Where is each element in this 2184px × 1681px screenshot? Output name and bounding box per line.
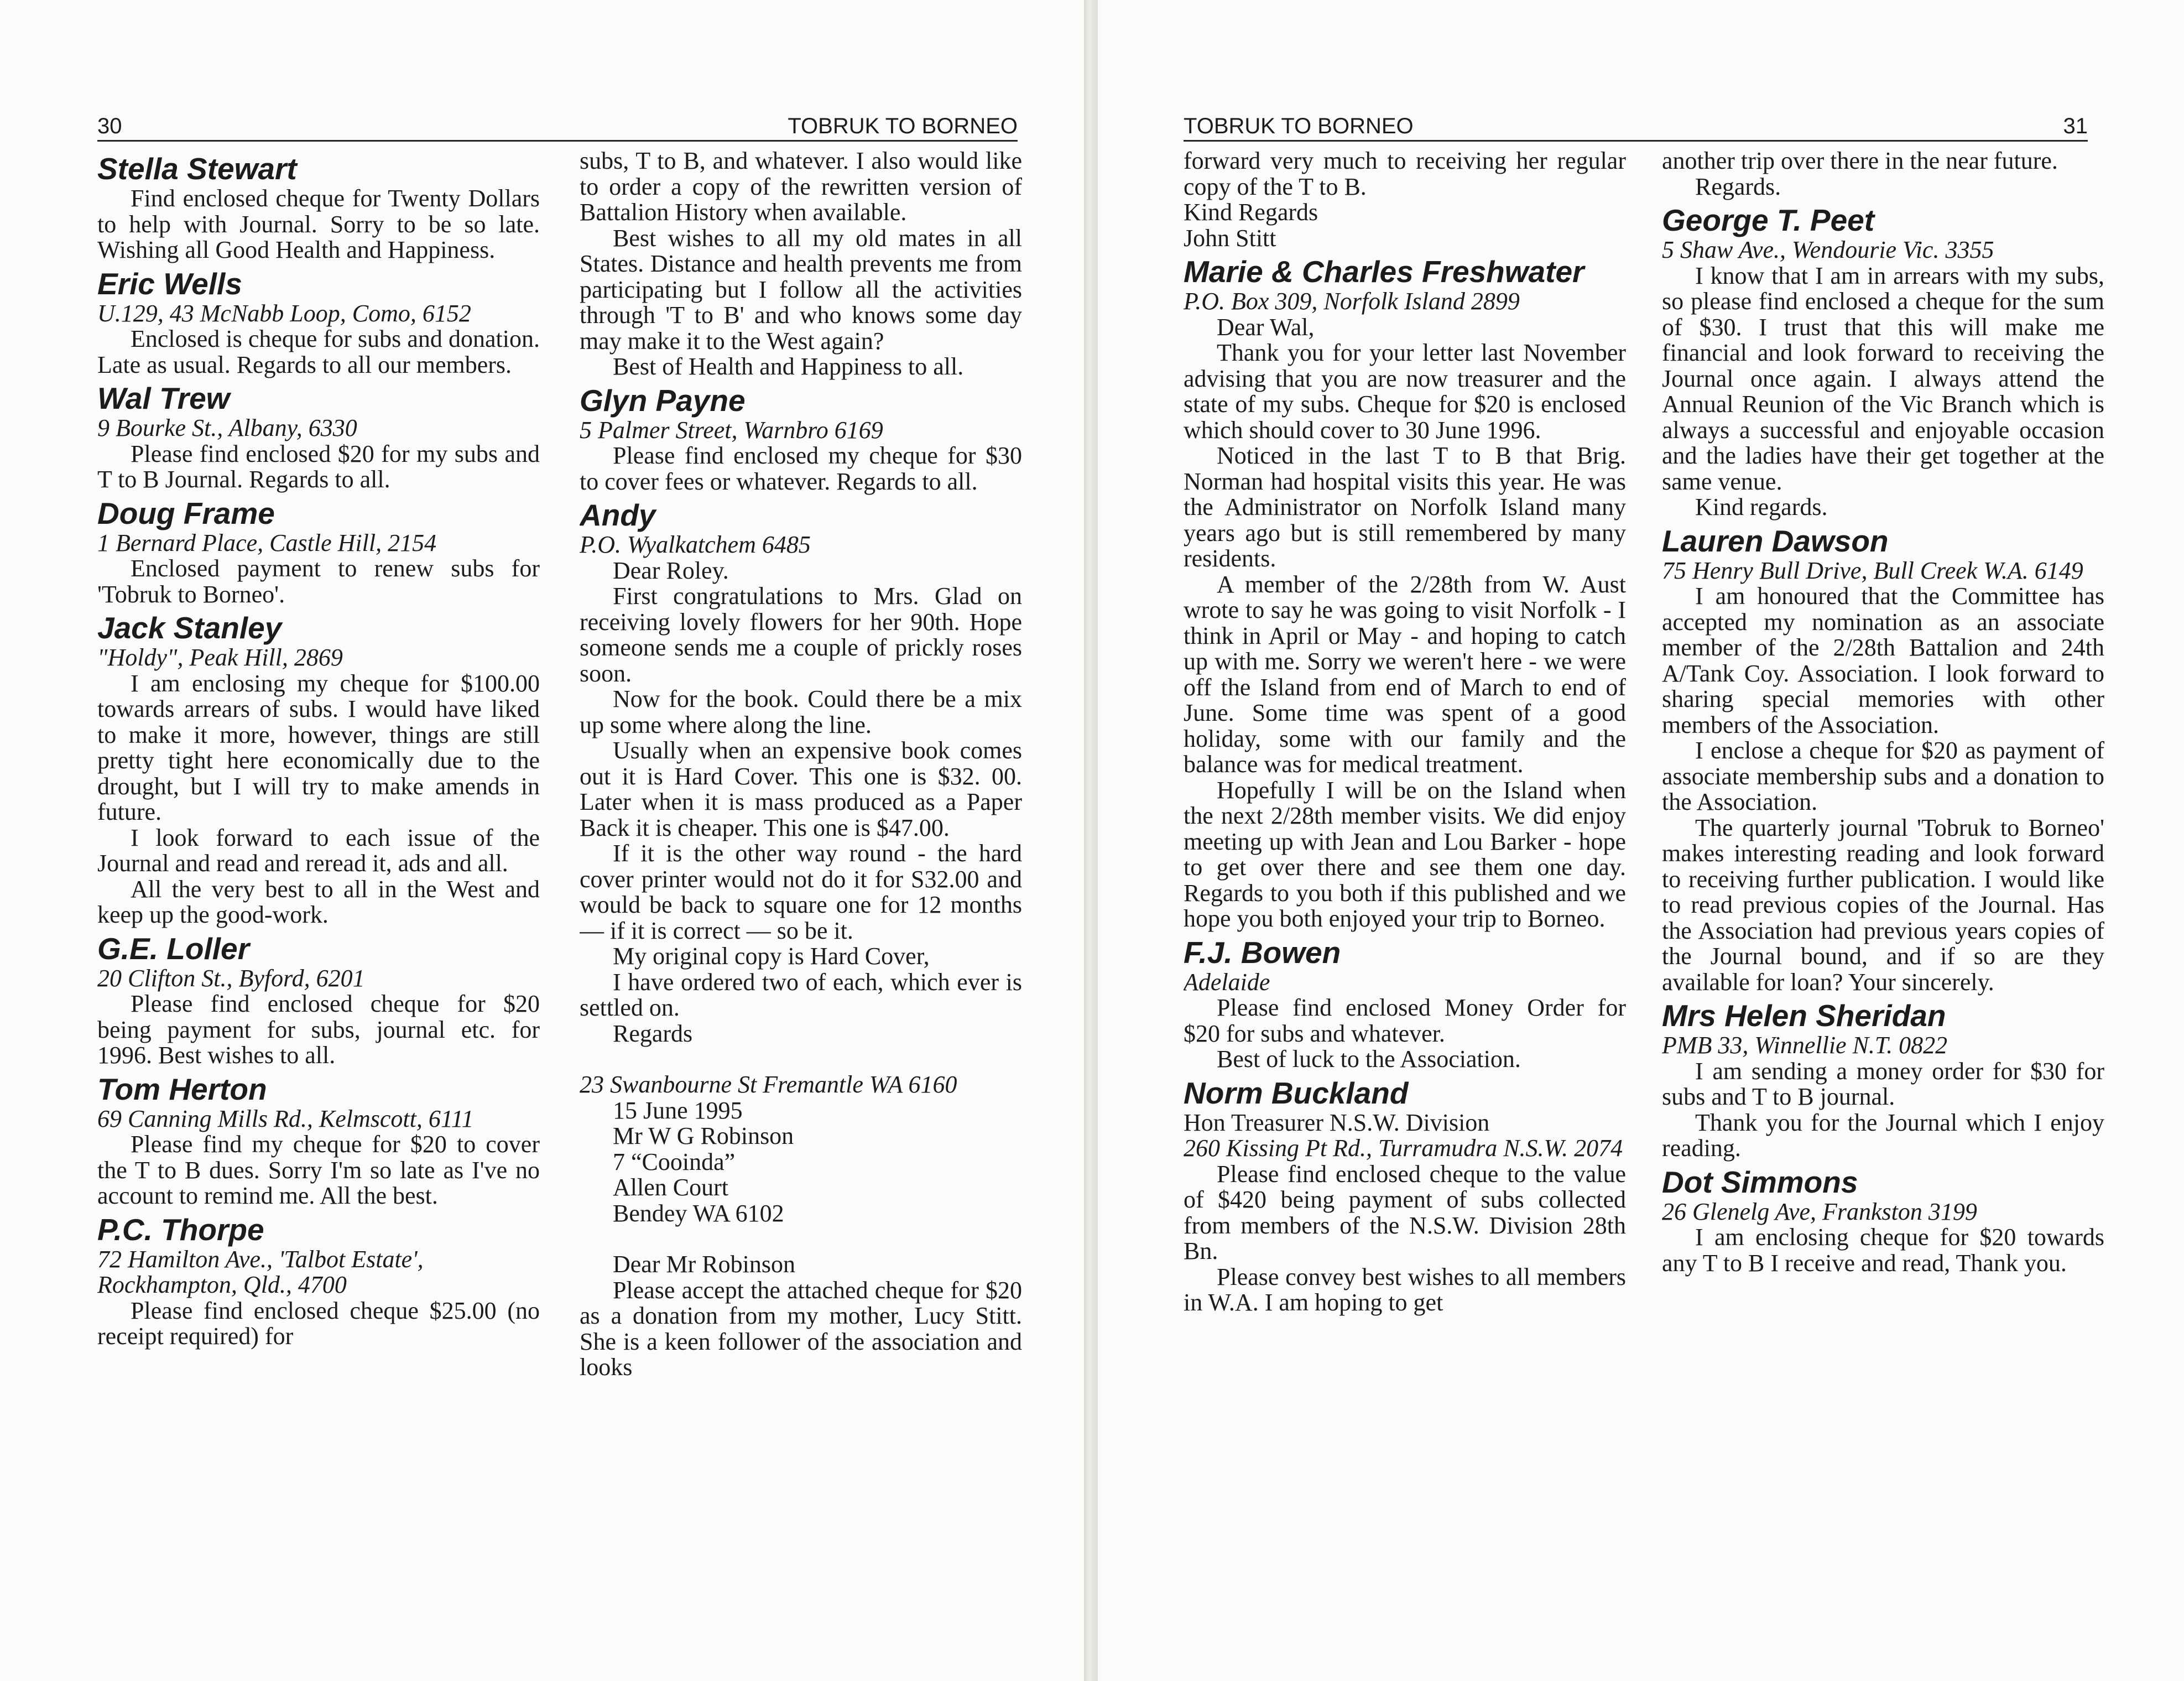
correspondent-address: 9 Bourke St., Albany, 6330: [97, 414, 357, 441]
correspondent-name: G.E. Loller: [97, 931, 250, 966]
letter-header-line: Bendey WA 6102: [613, 1199, 784, 1227]
correspondent-name: P.C. Thorpe: [97, 1212, 264, 1247]
left-page-header: [97, 112, 1018, 142]
letter-paragraph: Now for the book. Could there be a mix up some where along the line.: [580, 685, 1022, 738]
page-number: 30: [97, 114, 122, 138]
correspondent-address: Adelaide: [1184, 968, 1270, 996]
correspondent-name: Dot Simmons: [1662, 1164, 1858, 1199]
column: [1184, 148, 1626, 1675]
letter-paragraph: Enclosed payment to renew subs for 'Tobruk to Borneo'.: [97, 555, 540, 608]
letter-entry: [1184, 1076, 1626, 1316]
letter-paragraph: I am honoured that the Committee has accepted my nomination as an associate member of the 2/28th Battalion and 24th A/Tank Coy. Association. I look forward to sharing special memories with other members of the Association.: [1662, 582, 2104, 738]
letter-entry: [580, 498, 1022, 1047]
running-head: TOBRUK TO BORNEO: [1184, 114, 1414, 138]
letter-entry: [1184, 254, 1626, 932]
correspondent-address: 20 Clifton St., Byford, 6201: [97, 964, 365, 992]
letter-header-line: Mr W G Robinson: [613, 1122, 794, 1149]
letter-paragraph: All the very best to all in the West and keep up the good-work.: [97, 875, 540, 928]
correspondent-address: 26 Glenelg Ave, Frankston 3199: [1662, 1198, 1977, 1225]
correspondent-name: Glyn Payne: [580, 383, 746, 418]
letter-paragraph: I am enclosing cheque for $20 towards any T to B I receive and read, Thank you.: [1662, 1224, 2104, 1277]
letter-entry: [1662, 524, 2104, 996]
column: [1662, 148, 2104, 1675]
sign-off-line: Kind Regards: [1184, 199, 1318, 226]
letter-paragraph: Please find enclosed Money Order for $20 for subs and whatever.: [1184, 994, 1626, 1047]
letter-header-line: 15 June 1995: [613, 1096, 743, 1124]
letter-paragraph: I have ordered two of each, which ever is settled on.: [580, 968, 1022, 1021]
correspondent-name: Jack Stanley: [97, 611, 282, 645]
letter-paragraph: Please accept the attached cheque for $20 as a donation from my mother, Lucy Stitt. She is a keen follower of the association and looks: [580, 1276, 1022, 1381]
letter-paragraph: Thank you for the Journal which I enjoy reading.: [1662, 1108, 2104, 1162]
column: [97, 148, 540, 1675]
letter-header-line: Allen Court: [613, 1174, 728, 1201]
letter-entry: [1662, 998, 2104, 1162]
correspondent-name: Doug Frame: [97, 496, 275, 530]
letter-paragraph: Please find enclosed cheque for $20 being payment for subs, journal etc. for 1996. Best wishes to all.: [97, 990, 540, 1069]
correspondent-name: Norm Buckland: [1184, 1075, 1409, 1110]
letter-paragraph: A member of the 2/28th from W. Aust wrote to say he was going to visit Norfolk - I think in April or May - and hoping to catch up with me. Sorry we weren't here - we were off the Island from end of March to end of June. Some time was spent of a good holiday, some with our family and the balance was for medical treatment.: [1184, 570, 1626, 778]
correspondent-name: Lauren Dawson: [1662, 523, 1889, 558]
correspondent-address: 5 Palmer Street, Warnbro 6169: [580, 416, 883, 444]
closing: Regards: [613, 1019, 693, 1047]
right-page-header: [1184, 112, 2088, 142]
correspondent-name: Stella Stewart: [97, 152, 297, 186]
letter-paragraph: Hopefully I will be on the Island when the next 2/28th member visits. We did enjoy meeting up with Jean and Lou Barker - hope to get over there and see them one day. Regards to you both if this published and we hope you both enjoyed your trip to Borneo.: [1184, 776, 1626, 932]
letter-entry: [97, 267, 540, 378]
correspondent-address: 69 Canning Mills Rd., Kelmscott, 6111: [97, 1105, 474, 1132]
continued-text: another trip over there in the near future.: [1662, 148, 2058, 174]
letter-paragraph: First congratulations to Mrs. Glad on receiving lovely flowers for her 90th. Hope someone sends me a couple of prickly roses soon.: [580, 582, 1022, 687]
letter-paragraph: The quarterly journal 'Tobruk to Borneo' makes interesting reading and look forward to receiving further publication. I would like to read previous copies of the Journal. Has the Association had previous years copies of the Journal bound, and if so are they available for loan? Your sincerely.: [1662, 814, 2104, 996]
salutation: Dear Mr Robinson: [613, 1251, 795, 1278]
letter-entry: [97, 496, 540, 608]
correspondent-address: "Holdy", Peak Hill, 2869: [97, 644, 343, 671]
letter-entry: [97, 381, 540, 493]
salutation: Dear Wal,: [1217, 313, 1315, 341]
letter-paragraph: Please find enclosed my cheque for $30 to cover fees or whatever. Regards to all.: [580, 442, 1022, 495]
letter-paragraph: Best of Health and Happiness to all.: [613, 353, 964, 380]
correspondent-name: Wal Trew: [97, 381, 230, 415]
letter-paragraph: Best wishes to all my old mates in all States. Distance and health prevents me from participating but I follow all the activities through 'T to B' and who knows some day may make it to the West again?: [580, 224, 1022, 355]
letter-entry: [580, 148, 1022, 380]
correspondent-address: 75 Henry Bull Drive, Bull Creek W.A. 6149: [1662, 556, 2083, 584]
correspondent-address: 1 Bernard Place, Castle Hill, 2154: [97, 529, 437, 556]
continued-text: forward very much to receiving her regular copy of the T to B.: [1184, 148, 1626, 200]
letter-entry: [97, 152, 540, 263]
letter-paragraph: I enclose a cheque for $20 as payment of associate membership subs and a donation to the Association.: [1662, 737, 2104, 815]
page-number: 31: [2063, 114, 2088, 138]
letter-paragraph: Regards.: [1695, 173, 1781, 200]
correspondent-address: P.O. Box 309, Norfolk Island 2899: [1184, 288, 1520, 315]
letter-paragraph: I look forward to each issue of the Journal and read and reread it, ads and all.: [97, 824, 540, 877]
correspondent-name: Tom Herton: [97, 1071, 267, 1106]
correspondent-address: 72 Hamilton Ave., 'Talbot Estate', Rockhampton, Qld., 4700: [97, 1245, 424, 1298]
letter-paragraph: I know that I am in arrears with my subs, so please find enclosed a cheque for the sum of $30. I trust that this will make me financial and look forward to receiving the Journal once again. I always attend the Annual Reunion of the Vic Branch which is always a successful and enjoyable occasion and the ladies have their get together at the same venue.: [1662, 262, 2104, 495]
correspondent-name: F.J. Bowen: [1184, 935, 1341, 970]
correspondent-address: 5 Shaw Ave., Wendourie Vic. 3355: [1662, 236, 1994, 263]
column: [580, 148, 1022, 1675]
correspondent-title: Hon Treasurer N.S.W. Division: [1184, 1108, 1490, 1136]
letter-entry: [1184, 935, 1626, 1073]
letter-paragraph: Please find my cheque for $20 to cover the T to B dues. Sorry I'm so late as I've no account to remind me. All the best.: [97, 1131, 540, 1209]
letter-paragraph: Please find enclosed cheque $25.00 (no receipt required) for: [97, 1297, 540, 1350]
letter-entry: [1662, 148, 2104, 200]
running-head: TOBRUK TO BORNEO: [788, 114, 1018, 138]
letter-paragraph: If it is the other way round - the hard cover printer would not do it for S32.00 and would be back to square one for 12 months — if it is correct — so be it.: [580, 840, 1022, 944]
book-gutter: [1084, 0, 1098, 1681]
left-page: [0, 0, 1084, 1681]
letter-paragraph: Thank you for your letter last November advising that you are now treasurer and the state of my subs. Cheque for $20 is enclosed which should cover to 30 June 1996.: [1184, 339, 1626, 444]
letter-entry: [1662, 203, 2104, 521]
letter-paragraph: Kind regards.: [1695, 493, 1828, 521]
correspondent-address: U.129, 43 McNabb Loop, Como, 6152: [97, 299, 471, 327]
letter-entry: [580, 383, 1022, 495]
letter-paragraph: Noticed in the last T to B that Brig. Norman had hospital visits this year. He was the Administrator on Norfolk Island many years ago but is still remembered by many residents.: [1184, 442, 1626, 572]
letter-entry: [580, 1047, 1022, 1381]
correspondent-address: 23 Swanbourne St Fremantle WA 6160: [580, 1071, 957, 1098]
correspondent-name: Andy: [580, 498, 656, 532]
correspondent-name: Marie & Charles Freshwater: [1184, 254, 1584, 289]
correspondent-address: PMB 33, Winnellie N.T. 0822: [1662, 1032, 1948, 1059]
correspondent-name: Eric Wells: [97, 266, 242, 301]
letter-header-line: 7 “Cooinda”: [613, 1148, 736, 1175]
letter-paragraph: Enclosed is cheque for subs and donation. Late as usual. Regards to all our members.: [97, 325, 540, 378]
letter-entry: [97, 611, 540, 928]
letter-entry: [1662, 1165, 2104, 1277]
correspondent-name: George T. Peet: [1662, 203, 1875, 237]
letter-entry: [1184, 148, 1626, 251]
letter-entry: [97, 1212, 540, 1350]
sign-off-line: John Stitt: [1184, 224, 1276, 252]
letter-paragraph: Please find enclosed cheque to the value of $420 being payment of subs collected from members of the N.S.W. Division 28th Bn.: [1184, 1160, 1626, 1264]
letter-paragraph: Find enclosed cheque for Twenty Dollars to help with Journal. Sorry to be so late. Wishing all Good Health and Happiness.: [97, 185, 540, 263]
letter-paragraph: Please convey best wishes to all members in W.A. I am hoping to get: [1184, 1263, 1626, 1316]
letter-entry: [97, 1072, 540, 1209]
letter-paragraph: My original copy is Hard Cover,: [613, 943, 930, 970]
salutation: Dear Roley.: [613, 556, 729, 584]
letter-paragraph: I am sending a money order for $30 for subs and T to B journal.: [1662, 1057, 2104, 1110]
letter-paragraph: I am enclosing my cheque for $100.00 towards arrears of subs. I would have liked to make it more, however, things are still pretty tight here economically due to the drought, but I will try to make amends in future.: [97, 669, 540, 825]
correspondent-name: Mrs Helen Sheridan: [1662, 998, 1946, 1033]
letter-paragraph: Usually when an expensive book comes out it is Hard Cover. This one is $32. 00. Later when it is mass produced as a Paper Back it is cheaper. This one is $47.00.: [580, 737, 1022, 841]
letter-paragraph: Best of luck to the Association.: [1217, 1045, 1521, 1073]
correspondent-address: 260 Kissing Pt Rd., Turramudra N.S.W. 2074: [1184, 1134, 1623, 1162]
letter-paragraph: Please find enclosed $20 for my subs and T to B Journal. Regards to all.: [97, 440, 540, 493]
letter-entry: [97, 931, 540, 1069]
continued-text: subs, T to B, and whatever. I also would like to order a copy of the rewritten version of Battalion History when available.: [580, 148, 1022, 226]
correspondent-address: P.O. Wyalkatchem 6485: [580, 531, 811, 558]
right-page: [1098, 0, 2184, 1681]
